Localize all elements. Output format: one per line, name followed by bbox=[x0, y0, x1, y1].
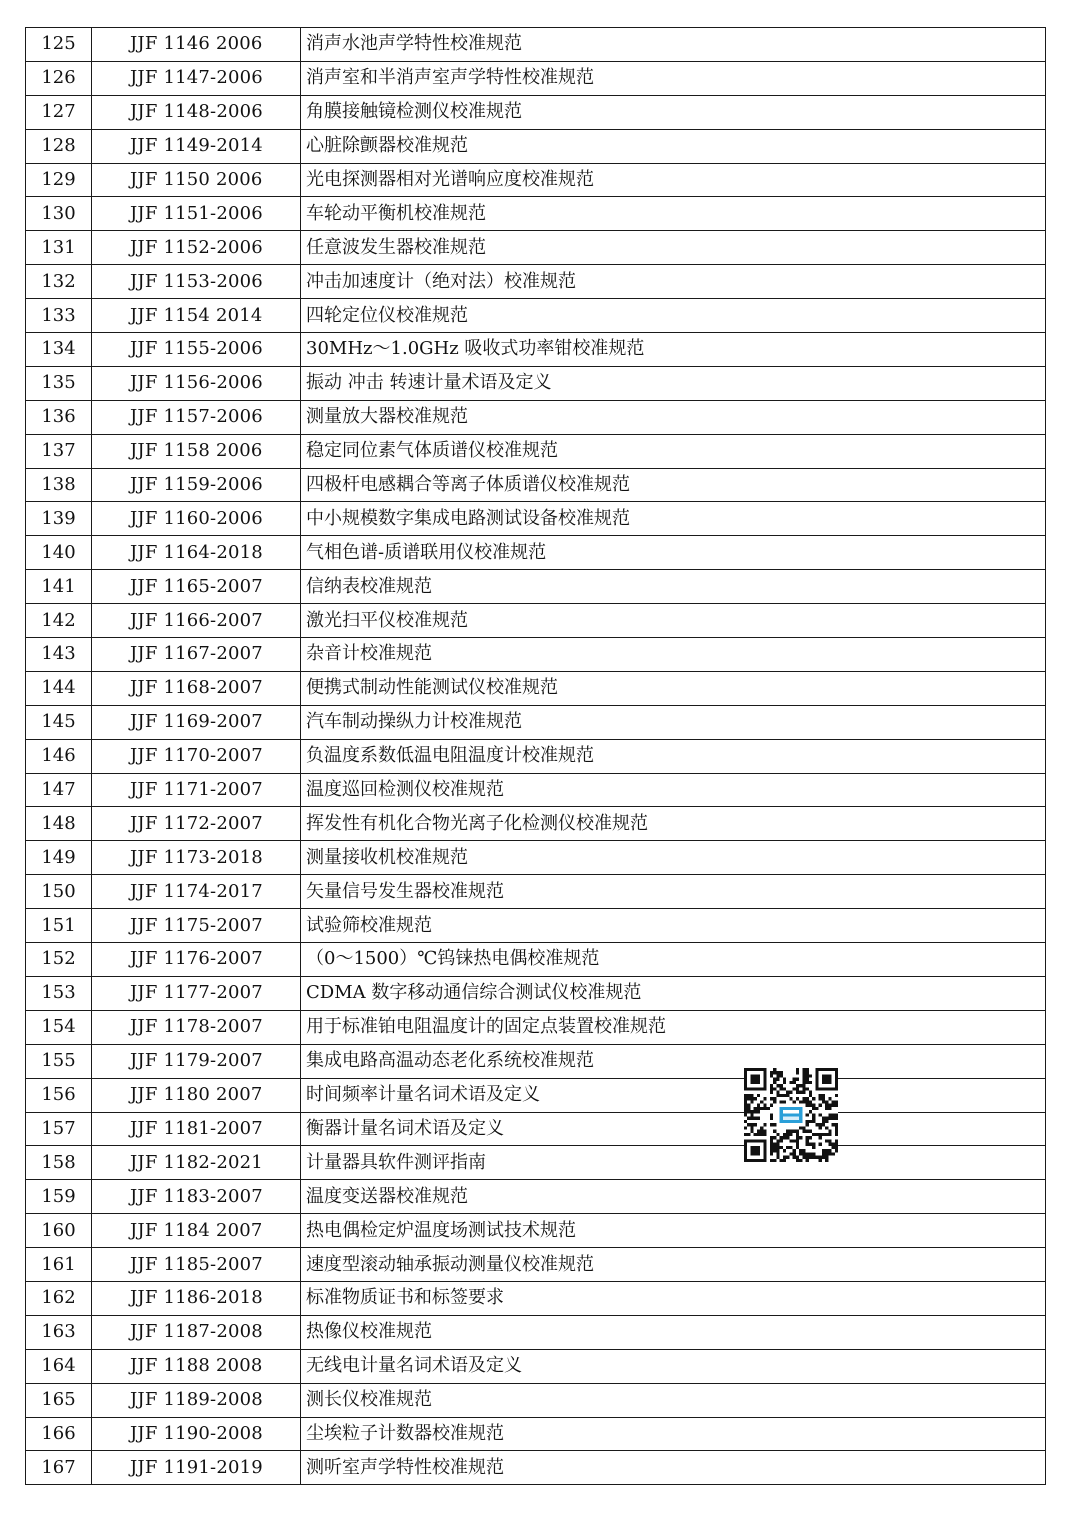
standard-title: 衡器计量名词术语及定义 bbox=[301, 1112, 1046, 1146]
row-number: 154 bbox=[26, 1010, 92, 1044]
standard-title: 心脏除颤器校准规范 bbox=[301, 129, 1046, 163]
table-row bbox=[26, 875, 1046, 909]
standard-code: JJF 1190-2008 bbox=[92, 1417, 301, 1451]
row-number: 150 bbox=[26, 875, 92, 909]
standard-title: 计量器具软件测评指南 bbox=[301, 1146, 1046, 1180]
standard-title: 30MHz～1.0GHz 吸收式功率钳校准规范 bbox=[301, 333, 1046, 367]
standard-code: JJF 1179-2007 bbox=[92, 1044, 301, 1078]
table-row bbox=[26, 28, 1046, 62]
row-number: 130 bbox=[26, 197, 92, 231]
row-number: 157 bbox=[26, 1112, 92, 1146]
standard-title: 测长仪校准规范 bbox=[301, 1383, 1046, 1417]
standard-title: 温度变送器校准规范 bbox=[301, 1180, 1046, 1214]
row-number: 159 bbox=[26, 1180, 92, 1214]
row-number: 126 bbox=[26, 61, 92, 95]
table-row bbox=[26, 536, 1046, 570]
row-number: 143 bbox=[26, 638, 92, 672]
table-row bbox=[26, 1112, 1046, 1146]
table-row bbox=[26, 197, 1046, 231]
row-number: 141 bbox=[26, 570, 92, 604]
row-number: 160 bbox=[26, 1214, 92, 1248]
standard-title: 测量放大器校准规范 bbox=[301, 400, 1046, 434]
standard-title: 试验筛校准规范 bbox=[301, 909, 1046, 943]
standard-code: JJF 1184 2007 bbox=[92, 1214, 301, 1248]
standard-code: JJF 1178-2007 bbox=[92, 1010, 301, 1044]
standard-title: 角膜接触镜检测仪校准规范 bbox=[301, 95, 1046, 129]
table-row bbox=[26, 95, 1046, 129]
table-row bbox=[26, 909, 1046, 943]
row-number: 145 bbox=[26, 705, 92, 739]
standard-code: JJF 1158 2006 bbox=[92, 434, 301, 468]
table-row bbox=[26, 333, 1046, 367]
table-row bbox=[26, 705, 1046, 739]
standard-code: JJF 1153-2006 bbox=[92, 265, 301, 299]
row-number: 148 bbox=[26, 807, 92, 841]
standard-code: JJF 1152-2006 bbox=[92, 231, 301, 265]
row-number: 127 bbox=[26, 95, 92, 129]
standards-table-body bbox=[26, 28, 1046, 1485]
standard-code: JJF 1147-2006 bbox=[92, 61, 301, 95]
row-number: 166 bbox=[26, 1417, 92, 1451]
table-row bbox=[26, 570, 1046, 604]
standard-code: JJF 1173-2018 bbox=[92, 841, 301, 875]
standard-title: 任意波发生器校准规范 bbox=[301, 231, 1046, 265]
table-row bbox=[26, 1146, 1046, 1180]
table-row bbox=[26, 1383, 1046, 1417]
table-row bbox=[26, 1248, 1046, 1282]
table-row bbox=[26, 976, 1046, 1010]
standard-code: JJF 1171-2007 bbox=[92, 773, 301, 807]
table-row bbox=[26, 671, 1046, 705]
standard-title: 冲击加速度计（绝对法）校准规范 bbox=[301, 265, 1046, 299]
standard-title: 挥发性有机化合物光离子化检测仪校准规范 bbox=[301, 807, 1046, 841]
standard-code: JJF 1167-2007 bbox=[92, 638, 301, 672]
standard-title: 振动 冲击 转速计量术语及定义 bbox=[301, 366, 1046, 400]
standard-code: JJF 1183-2007 bbox=[92, 1180, 301, 1214]
row-number: 153 bbox=[26, 976, 92, 1010]
standard-code: JJF 1168-2007 bbox=[92, 671, 301, 705]
table-row bbox=[26, 231, 1046, 265]
row-number: 152 bbox=[26, 943, 92, 977]
standard-title: 热像仪校准规范 bbox=[301, 1315, 1046, 1349]
row-number: 136 bbox=[26, 400, 92, 434]
standard-title: （0～1500）℃钨铼热电偶校准规范 bbox=[301, 943, 1046, 977]
standard-code: JJF 1150 2006 bbox=[92, 163, 301, 197]
row-number: 133 bbox=[26, 299, 92, 333]
row-number: 137 bbox=[26, 434, 92, 468]
standard-code: JJF 1148-2006 bbox=[92, 95, 301, 129]
standard-code: JJF 1175-2007 bbox=[92, 909, 301, 943]
table-row bbox=[26, 1044, 1046, 1078]
table-row bbox=[26, 638, 1046, 672]
row-number: 135 bbox=[26, 366, 92, 400]
table-row bbox=[26, 400, 1046, 434]
row-number: 167 bbox=[26, 1451, 92, 1485]
table-row bbox=[26, 1349, 1046, 1383]
standard-title: 热电偶检定炉温度场测试技术规范 bbox=[301, 1214, 1046, 1248]
table-row bbox=[26, 773, 1046, 807]
row-number: 164 bbox=[26, 1349, 92, 1383]
standard-code: JJF 1191-2019 bbox=[92, 1451, 301, 1485]
standard-code: JJF 1182-2021 bbox=[92, 1146, 301, 1180]
table-row bbox=[26, 739, 1046, 773]
table-row bbox=[26, 807, 1046, 841]
standard-code: JJF 1187-2008 bbox=[92, 1315, 301, 1349]
standard-code: JJF 1169-2007 bbox=[92, 705, 301, 739]
standard-title: 负温度系数低温电阻温度计校准规范 bbox=[301, 739, 1046, 773]
standard-code: JJF 1185-2007 bbox=[92, 1248, 301, 1282]
standard-code: JJF 1155-2006 bbox=[92, 333, 301, 367]
row-number: 131 bbox=[26, 231, 92, 265]
table-row bbox=[26, 502, 1046, 536]
table-row bbox=[26, 1451, 1046, 1485]
standard-code: JJF 1166-2007 bbox=[92, 604, 301, 638]
table-row bbox=[26, 61, 1046, 95]
standard-code: JJF 1188 2008 bbox=[92, 1349, 301, 1383]
standard-title: 无线电计量名词术语及定义 bbox=[301, 1349, 1046, 1383]
row-number: 142 bbox=[26, 604, 92, 638]
table-row bbox=[26, 468, 1046, 502]
standard-title: 速度型滚动轴承振动测量仪校准规范 bbox=[301, 1248, 1046, 1282]
table-row bbox=[26, 1417, 1046, 1451]
standard-code: JJF 1159-2006 bbox=[92, 468, 301, 502]
standard-title: 杂音计校准规范 bbox=[301, 638, 1046, 672]
standard-title: 光电探测器相对光谱响应度校准规范 bbox=[301, 163, 1046, 197]
standard-title: 汽车制动操纵力计校准规范 bbox=[301, 705, 1046, 739]
table-row bbox=[26, 434, 1046, 468]
row-number: 134 bbox=[26, 333, 92, 367]
standard-code: JJF 1186-2018 bbox=[92, 1281, 301, 1315]
standard-code: JJF 1181-2007 bbox=[92, 1112, 301, 1146]
row-number: 140 bbox=[26, 536, 92, 570]
standard-code: JJF 1165-2007 bbox=[92, 570, 301, 604]
table-row bbox=[26, 1010, 1046, 1044]
row-number: 149 bbox=[26, 841, 92, 875]
row-number: 138 bbox=[26, 468, 92, 502]
table-row bbox=[26, 1078, 1046, 1112]
standard-code: JJF 1180 2007 bbox=[92, 1078, 301, 1112]
table-row bbox=[26, 943, 1046, 977]
standard-title: 消声水池声学特性校准规范 bbox=[301, 28, 1046, 62]
standard-code: JJF 1170-2007 bbox=[92, 739, 301, 773]
standard-title: 气相色谱-质谱联用仪校准规范 bbox=[301, 536, 1046, 570]
standard-title: 测听室声学特性校准规范 bbox=[301, 1451, 1046, 1485]
standard-title: 测量接收机校准规范 bbox=[301, 841, 1046, 875]
standard-title: 时间频率计量名词术语及定义 bbox=[301, 1078, 1046, 1112]
standards-table bbox=[25, 27, 1046, 1485]
standard-title: 四极杆电感耦合等离子体质谱仪校准规范 bbox=[301, 468, 1046, 502]
table-row bbox=[26, 366, 1046, 400]
standard-title: 信纳表校准规范 bbox=[301, 570, 1046, 604]
standard-title: 便携式制动性能测试仪校准规范 bbox=[301, 671, 1046, 705]
standard-title: 集成电路高温动态老化系统校准规范 bbox=[301, 1044, 1046, 1078]
row-number: 161 bbox=[26, 1248, 92, 1282]
qr-code-icon[interactable] bbox=[744, 1068, 838, 1162]
standard-title: 温度巡回检测仪校准规范 bbox=[301, 773, 1046, 807]
table-row bbox=[26, 604, 1046, 638]
row-number: 146 bbox=[26, 739, 92, 773]
standard-title: 稳定同位素气体质谱仪校准规范 bbox=[301, 434, 1046, 468]
standard-code: JJF 1174-2017 bbox=[92, 875, 301, 909]
standard-title: 标准物质证书和标签要求 bbox=[301, 1281, 1046, 1315]
row-number: 125 bbox=[26, 28, 92, 62]
row-number: 156 bbox=[26, 1078, 92, 1112]
table-row bbox=[26, 163, 1046, 197]
standard-title: CDMA 数字移动通信综合测试仪校准规范 bbox=[301, 976, 1046, 1010]
row-number: 155 bbox=[26, 1044, 92, 1078]
table-row bbox=[26, 1315, 1046, 1349]
row-number: 151 bbox=[26, 909, 92, 943]
standard-title: 用于标准铂电阻温度计的固定点装置校准规范 bbox=[301, 1010, 1046, 1044]
row-number: 132 bbox=[26, 265, 92, 299]
table-row bbox=[26, 1180, 1046, 1214]
standard-code: JJF 1157-2006 bbox=[92, 400, 301, 434]
row-number: 139 bbox=[26, 502, 92, 536]
standard-title: 矢量信号发生器校准规范 bbox=[301, 875, 1046, 909]
standard-code: JJF 1149-2014 bbox=[92, 129, 301, 163]
table-row bbox=[26, 129, 1046, 163]
standard-code: JJF 1151-2006 bbox=[92, 197, 301, 231]
table-row bbox=[26, 265, 1046, 299]
standard-code: JJF 1189-2008 bbox=[92, 1383, 301, 1417]
standard-title: 激光扫平仪校准规范 bbox=[301, 604, 1046, 638]
standard-code: JJF 1176-2007 bbox=[92, 943, 301, 977]
row-number: 144 bbox=[26, 671, 92, 705]
standard-code: JJF 1164-2018 bbox=[92, 536, 301, 570]
standard-title: 四轮定位仪校准规范 bbox=[301, 299, 1046, 333]
table-row bbox=[26, 299, 1046, 333]
row-number: 163 bbox=[26, 1315, 92, 1349]
standard-code: JJF 1154 2014 bbox=[92, 299, 301, 333]
row-number: 129 bbox=[26, 163, 92, 197]
standard-code: JJF 1172-2007 bbox=[92, 807, 301, 841]
standard-code: JJF 1160-2006 bbox=[92, 502, 301, 536]
standard-title: 消声室和半消声室声学特性校准规范 bbox=[301, 61, 1046, 95]
row-number: 128 bbox=[26, 129, 92, 163]
table-row bbox=[26, 841, 1046, 875]
row-number: 147 bbox=[26, 773, 92, 807]
standard-code: JJF 1177-2007 bbox=[92, 976, 301, 1010]
row-number: 165 bbox=[26, 1383, 92, 1417]
standard-title: 车轮动平衡机校准规范 bbox=[301, 197, 1046, 231]
table-row bbox=[26, 1281, 1046, 1315]
row-number: 158 bbox=[26, 1146, 92, 1180]
standard-code: JJF 1146 2006 bbox=[92, 28, 301, 62]
standard-title: 中小规模数字集成电路测试设备校准规范 bbox=[301, 502, 1046, 536]
standard-code: JJF 1156-2006 bbox=[92, 366, 301, 400]
row-number: 162 bbox=[26, 1281, 92, 1315]
table-row bbox=[26, 1214, 1046, 1248]
standard-title: 尘埃粒子计数器校准规范 bbox=[301, 1417, 1046, 1451]
